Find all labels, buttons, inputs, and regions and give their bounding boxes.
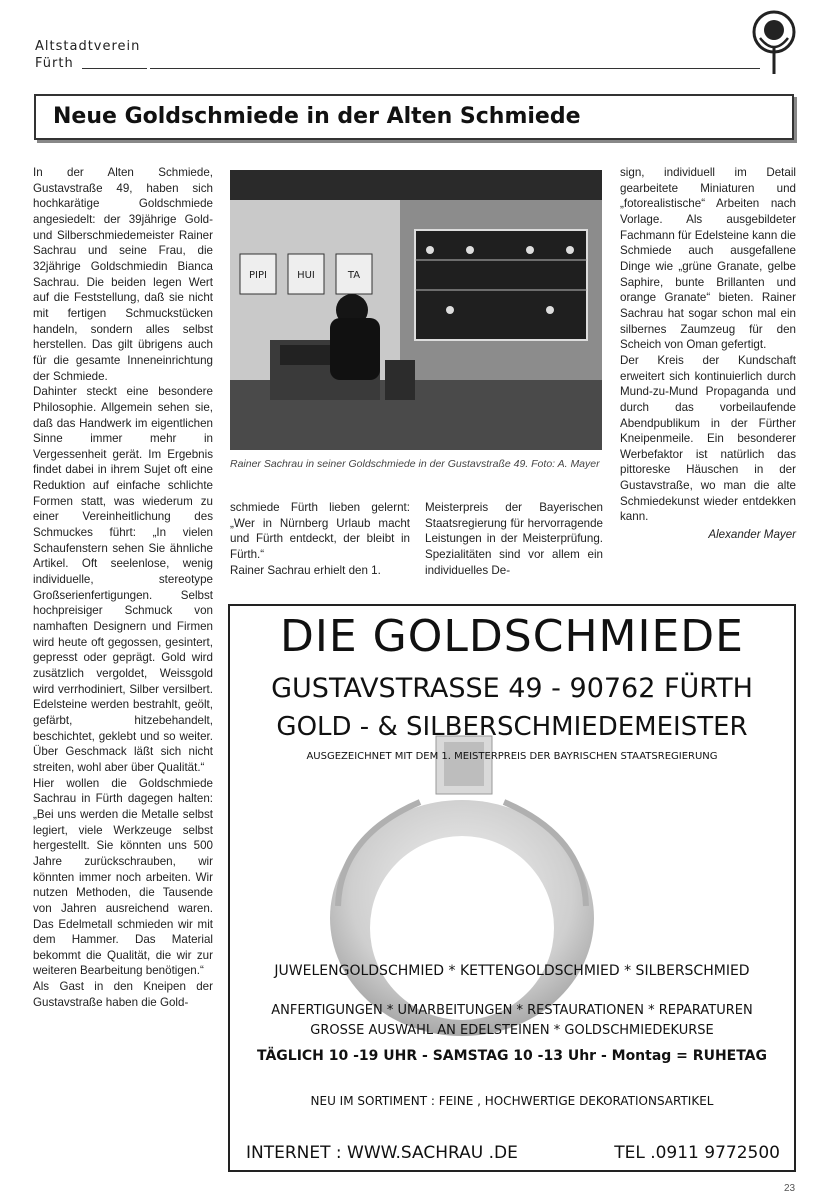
ad-phone: TEL .0911 9772500: [614, 1143, 780, 1163]
ad-selection: GROSSE AUSWAHL AN EDELSTEINEN * GOLDSCHMIEDEKURSE: [310, 1023, 714, 1038]
article-paragraph: Der Kreis der Kundschaft erweitert sich kontinuierlich durch Mund-zu-Mund Propaganda und durch das vorbeilaufende Abendpublikum in der Fürther Kneipenmeile. Ein besonderer Werbefaktor ist natürlich das pittoreske Häuschen in der Gustavstraße, wo man die alte Schmiedekunst wieder entdekken kann.: [620, 353, 796, 524]
header-org: [35, 38, 140, 72]
article-paragraph: schmiede Fürth lieben gelernt: „Wer in Nürnberg Urlaub macht und Fürth entdeckt, der bleibt in Fürth.“: [230, 501, 410, 561]
article-paragraph: Meisterpreis der Bayerischen Staatsregierung für hervorragende Leistungen in der Meisterprüfung. Spezialitäten sind vor allem ein individuelles De-: [425, 501, 603, 577]
article-column-3: [425, 500, 603, 578]
header-org-line1: Altstadtverein: [35, 39, 141, 54]
ad-specialties: JUWELENGOLDSCHMIED * KETTENGOLDSCHMIED * SILBERSCHMIED: [274, 963, 750, 979]
workshop-photo-image: [230, 170, 602, 450]
article-paragraph: sign, individuell im Detail gearbeitete Miniaturen und „fotorealistische“ Arbeiten nach Vorlage. Als ausgebildeter Fachmann für Edelsteine kann die Schmiede auch ausgefallene Dinge wie „grüne Granate, gelbe Saphire, bunte Brillanten und orange Granate“ bieten. Rainer Sachrau hat sogar schon mal ein silbernes Zaumzeug für den Scheich von Oman gefertigt.: [620, 166, 796, 352]
ad-address: GUSTAVSTRASSE 49 - 90762 FÜRTH: [271, 673, 753, 704]
article-paragraph: Hier wollen die Goldschmiede Sachrau in Fürth dagegen halten: „Bei uns werden die Metalle selbst legiert, viele Werkzeuge selbst hergestellt. Sie könnten uns 500 Jahre zurückschrauben, wir könnten immer noch arbeiten. Wir nutzen Methoden, die Tausende von Jahren ausreichend waren. Das Edelmetall schmieden wir mit dem Hammer. Das Material bekommt die Qualität, die wir zur weiteren Bearbeitung benötigen.“: [33, 776, 213, 978]
goldschmiede-advertisement: [228, 604, 796, 1172]
photo-sign-3: TA: [347, 270, 361, 281]
workshop-photo: [230, 170, 602, 450]
altstadtverein-logo-icon: [746, 8, 802, 78]
article-paragraph: Als Gast in den Kneipen der Gustavstraße haben die Gold-: [33, 980, 213, 1009]
header-org-line2: Fürth: [35, 56, 74, 71]
header-rule-short: [82, 68, 147, 69]
photo-sign-1: PIPI: [249, 270, 267, 281]
header-rule: [150, 68, 760, 69]
ad-internet: INTERNET : WWW.SACHRAU .DE: [246, 1143, 518, 1163]
ad-award: AUSGEZEICHNET MIT DEM 1. MEISTERPREIS DER BAYRISCHEN STAATSREGIERUNG: [306, 751, 718, 762]
article-column-2: [230, 500, 410, 578]
photo-sign-2: HUI: [297, 270, 315, 281]
ad-business-name: DIE GOLDSCHMIEDE: [280, 611, 744, 662]
article-title-box: [34, 94, 794, 140]
article-paragraph: Rainer Sachrau erhielt den 1.: [230, 563, 381, 577]
article-column-1: [33, 165, 213, 1010]
ad-services: ANFERTIGUNGEN * UMARBEITUNGEN * RESTAURATIONEN * REPARATUREN: [271, 1003, 753, 1018]
ad-opening-hours: TÄGLICH 10 -19 UHR - SAMSTAG 10 -13 Uhr - Montag = RUHETAG: [256, 1048, 768, 1064]
article-paragraph: Dahinter steckt eine besondere Philosophie. Allgemein sehen sie, daß das Handwerk im eigentlichen Sinne immer mehr in Vergessenheit gerät. Im Ergebnis findet dabei in ihrem Sujet oft eine Reduktion auf einfache schlichte Formen statt, was wiederum zu einer Vereinheitlichung des Schmuckes führt: „In vielen Schaufenstern sehen Sie ähnliche Artikel. Oft seelenlose, wenig individuelle, stereotype Großserienfertigungen. Selbst hochpreisiger Schmuck von namhaften Designern und Firmen wird heute oft gegossen, gesintert, gepresst oder geprägt. Gold wird zusätzlich vergoldet, Weissgold wird verrhodiniert, Silber versilbert. Edelsteine werden bestrahlt, geölt, gefärbt, hitzebehandelt, beschichtet, geklebt und so weiter. Über Geschmack läßt sich nicht streiten, wohl aber über Qualität.“: [33, 385, 213, 774]
ad-profession: GOLD - & SILBERSCHMIEDEMEISTER: [276, 712, 748, 742]
photo-caption: Rainer Sachrau in seiner Goldschmiede in der Gustavstraße 49. Foto: A. Mayer: [230, 458, 600, 470]
article-paragraph: In der Alten Schmiede, Gustavstraße 49, haben sich hochkarätige Goldschmiede angesiedelt: der 39jährige Gold- und Silberschmiedemeister Rainer Sachrau und seine Frau, die 32jährige Goldschmiedin Bianca Sachrau. Die beiden legen Wert auf die Feststellung, daß sie nicht mit fertigen Schmuckstücken handeln, sondern alles selbst herstellen. Das gilt übrigens auch für die gesamte Inneneinrichtung der Schmiede.: [33, 166, 213, 383]
article-title: Neue Goldschmiede in der Alten Schmiede: [53, 104, 581, 129]
article-author: Alexander Mayer: [708, 528, 796, 542]
page-number: 23: [784, 1183, 796, 1194]
ad-new-items: NEU IM SORTIMENT : FEINE , HOCHWERTIGE DEKORATIONSARTIKEL: [310, 1094, 714, 1108]
article-column-4: [620, 165, 796, 543]
